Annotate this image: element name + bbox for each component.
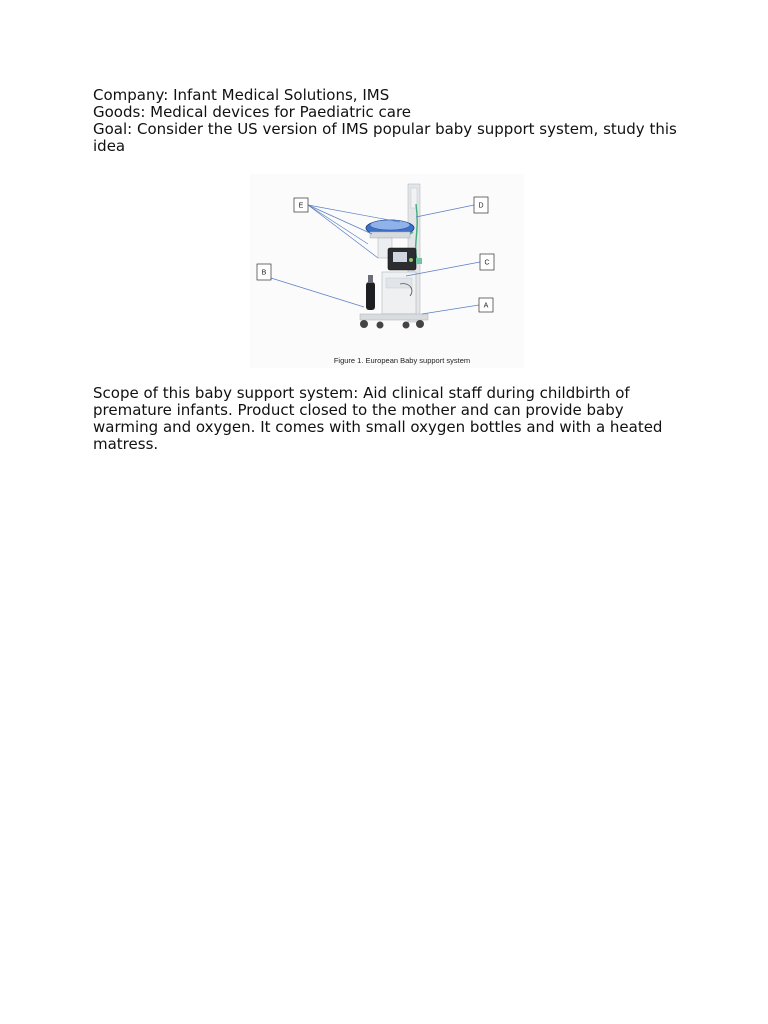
- callout-label-d: [474, 197, 488, 213]
- svg-text:B: B: [261, 269, 267, 277]
- goal-line: Goal: Consider the US version of IMS popular baby support system, study this idea: [93, 120, 677, 155]
- figure-caption: Figure 1. European Baby support system: [333, 356, 471, 365]
- figure-illustration: [250, 174, 524, 368]
- callout-label-e: [294, 198, 308, 212]
- svg-text:D: D: [478, 202, 484, 210]
- baby-support-system-figure: [250, 174, 524, 368]
- header-block: [93, 87, 678, 155]
- scope-paragraph: Scope of this baby support system: Aid clinical staff during childbirth of premature infants. Product closed to the mother and can provide baby warming and oxygen. It comes with small oxygen bottles and with a heated matress.: [93, 384, 663, 453]
- callout-label-a: [479, 298, 493, 312]
- company-line: Company: Infant Medical Solutions, IMS: [93, 86, 390, 104]
- svg-text:E: E: [298, 202, 304, 210]
- callout-label-b: [257, 264, 271, 280]
- svg-text:A: A: [483, 302, 489, 310]
- callout-label-c: [480, 254, 494, 270]
- svg-text:C: C: [484, 259, 490, 267]
- goods-line: Goods: Medical devices for Paediatric care: [93, 103, 412, 121]
